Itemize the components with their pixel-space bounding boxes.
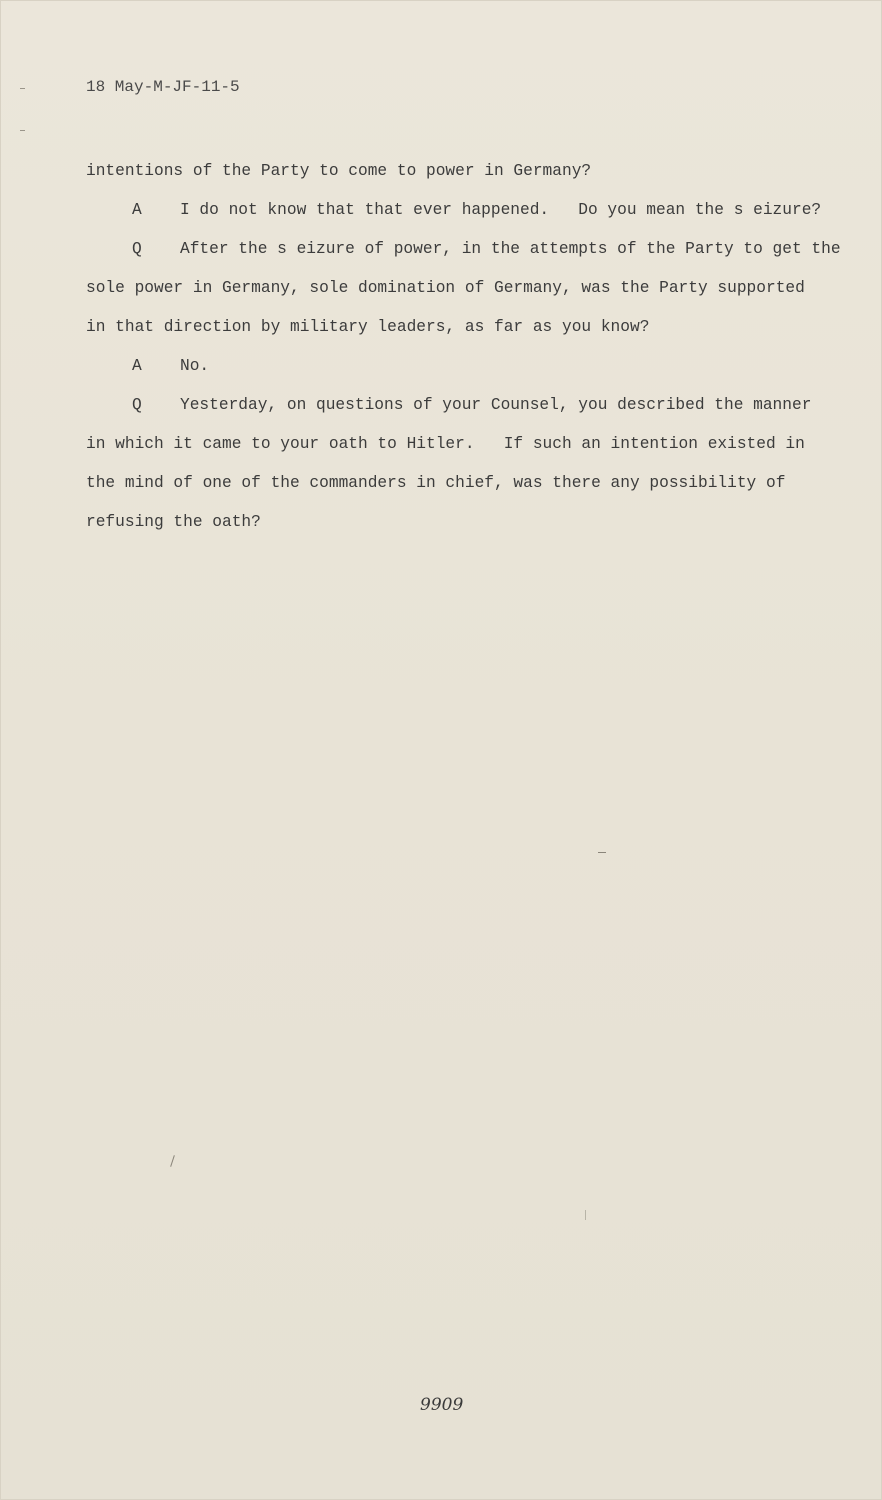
line-text: refusing the oath? <box>86 513 261 531</box>
speaker-label: A <box>132 357 142 375</box>
line-text: No. <box>180 357 210 375</box>
transcript-line <box>86 191 846 230</box>
transcript-line <box>86 503 846 542</box>
margin-mark-bottom <box>20 130 25 131</box>
line-text: in that direction by military leaders, as far as you know? <box>86 318 650 336</box>
transcript-line <box>86 308 846 347</box>
transcript-line <box>86 464 846 503</box>
line-text: I do not know that that ever happened. Do you mean the s eizure? <box>180 201 822 219</box>
speaker-label: Q <box>132 240 142 258</box>
paper-speck <box>170 1155 175 1167</box>
transcript-line <box>86 230 846 269</box>
paper-speck <box>585 1210 586 1220</box>
line-text: After the s eizure of power, in the attempts of the Party to get the <box>180 240 841 258</box>
margin-mark-top <box>20 88 25 89</box>
speaker-label: Q <box>132 396 142 414</box>
transcript-line <box>86 152 846 191</box>
document-reference: 18 May-M-JF-11-5 <box>86 78 240 96</box>
paper-speck <box>598 852 606 853</box>
page-number: 9909 <box>420 1395 464 1415</box>
line-text: in which it came to your oath to Hitler. If such an intention existed in <box>86 435 805 453</box>
line-text: sole power in Germany, sole domination of Germany, was the Party supported <box>86 279 805 297</box>
line-text: intentions of the Party to come to power in Germany? <box>86 162 592 180</box>
line-text: Yesterday, on questions of your Counsel, you described the manner <box>180 396 812 414</box>
transcript-line <box>86 425 846 464</box>
line-text: the mind of one of the commanders in chief, was there any possibility of <box>86 474 786 492</box>
transcript-line <box>86 347 846 386</box>
transcript-line <box>86 269 846 308</box>
transcript-line <box>86 386 846 425</box>
transcript-body <box>86 152 846 542</box>
speaker-label: A <box>132 201 142 219</box>
